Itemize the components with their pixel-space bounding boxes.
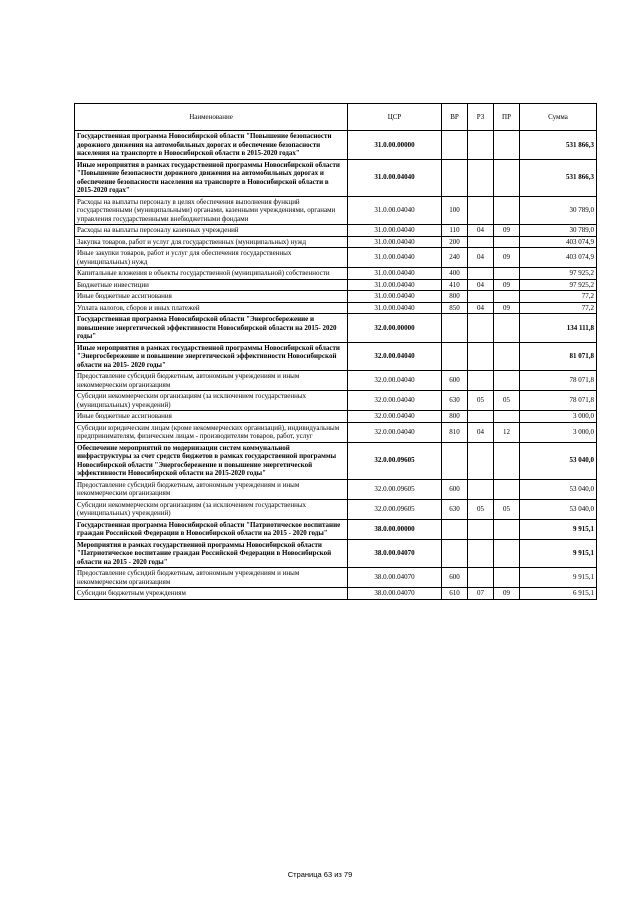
row-rz — [468, 291, 494, 303]
table-row — [75, 159, 597, 196]
row-csr: 31.0.00.04040 — [348, 279, 442, 291]
row-rz — [468, 442, 494, 479]
row-csr: 32.0.00.09605 — [348, 479, 442, 499]
row-csr: 38.0.00.04070 — [348, 539, 442, 568]
table-row — [75, 131, 597, 160]
row-csr: 31.0.00.04040 — [348, 302, 442, 314]
row-rz: 04 — [468, 248, 494, 268]
table-row — [75, 499, 597, 519]
table-row — [75, 442, 597, 479]
table-row — [75, 314, 597, 343]
row-sum: 77,2 — [520, 291, 597, 303]
row-rz: 07 — [468, 588, 494, 600]
row-rz — [468, 539, 494, 568]
row-rz — [468, 131, 494, 160]
row-name: Иные закупки товаров, работ и услуг для обеспечения государственных (муниципальных) нужд — [75, 248, 348, 268]
row-sum: 53 040,0 — [520, 499, 597, 519]
row-rz — [468, 159, 494, 196]
row-sum: 531 866,3 — [520, 131, 597, 160]
table-row — [75, 342, 597, 371]
row-name: Государственная программа Новосибирской области "Повышение безопасности дорожного движения на автомобильных дорогах и обеспечение безопасности населения на транспорте в Новосибирской области в 2015-2020 годах" — [75, 131, 348, 160]
row-sum: 403 074,9 — [520, 248, 597, 268]
row-vr: 200 — [442, 236, 468, 248]
row-vr: 800 — [442, 411, 468, 423]
row-sum: 30 789,0 — [520, 225, 597, 237]
page-number: Страница 63 из 79 — [287, 870, 353, 879]
row-vr — [442, 342, 468, 371]
table-header-row — [75, 104, 597, 131]
row-pr: 12 — [494, 422, 520, 442]
row-csr: 32.0.00.09605 — [348, 499, 442, 519]
table-row — [75, 519, 597, 539]
row-sum: 53 040,0 — [520, 442, 597, 479]
row-rz — [468, 479, 494, 499]
row-name: Субсидии бюджетным учреждениям — [75, 588, 348, 600]
row-rz — [468, 268, 494, 280]
table-row — [75, 268, 597, 280]
row-sum: 97 925,2 — [520, 268, 597, 280]
table-row — [75, 588, 597, 600]
row-vr: 630 — [442, 499, 468, 519]
row-pr — [494, 342, 520, 371]
row-name: Субсидии некоммерческим организациям (за исключением государственных (муниципальных) учреждений) — [75, 391, 348, 411]
row-vr: 600 — [442, 371, 468, 391]
row-sum: 81 071,8 — [520, 342, 597, 371]
row-vr: 600 — [442, 568, 468, 588]
row-pr — [494, 519, 520, 539]
row-vr: 410 — [442, 279, 468, 291]
row-name: Иные мероприятия в рамках государственной программы Новосибирской области "Энергосбережение и повышение энергетической эффективности Новосибирской области на 2015- 2020 годы" — [75, 342, 348, 371]
header-vr: ВР — [442, 104, 468, 131]
row-csr: 31.0.00.04040 — [348, 268, 442, 280]
row-name: Государственная программа Новосибирской области "Патриотическое воспитание граждан Российской Федерации в Новосибирской области на 2015 - 2020 годы" — [75, 519, 348, 539]
row-csr: 38.0.00.04070 — [348, 568, 442, 588]
row-vr: 600 — [442, 479, 468, 499]
row-sum: 3 000,0 — [520, 422, 597, 442]
row-csr: 38.0.00.00000 — [348, 519, 442, 539]
table-row — [75, 422, 597, 442]
row-vr: 630 — [442, 391, 468, 411]
row-rz — [468, 342, 494, 371]
row-sum: 3 000,0 — [520, 411, 597, 423]
row-vr — [442, 314, 468, 343]
row-vr — [442, 131, 468, 160]
row-csr: 31.0.00.04040 — [348, 159, 442, 196]
row-rz — [468, 236, 494, 248]
row-name: Капитальные вложения в объекты государственной (муниципальной) собственности — [75, 268, 348, 280]
table-row — [75, 391, 597, 411]
row-name: Уплата налогов, сборов и иных платежей — [75, 302, 348, 314]
row-name: Закупка товаров, работ и услуг для государственных (муниципальных) нужд — [75, 236, 348, 248]
table-row — [75, 236, 597, 248]
row-rz: 04 — [468, 422, 494, 442]
table-row — [75, 411, 597, 423]
row-name: Мероприятия в рамках государственной программы Новосибирской области "Патриотическое воспитание граждан Российской Федерации в Новосибирской области на 2015 - 2020 годы" — [75, 539, 348, 568]
row-sum: 6 915,1 — [520, 588, 597, 600]
row-rz: 04 — [468, 279, 494, 291]
row-pr — [494, 539, 520, 568]
row-rz — [468, 196, 494, 225]
row-pr — [494, 159, 520, 196]
row-csr: 32.0.00.09605 — [348, 442, 442, 479]
row-rz: 05 — [468, 391, 494, 411]
row-sum: 53 040,0 — [520, 479, 597, 499]
row-vr: 240 — [442, 248, 468, 268]
row-csr: 31.0.00.04040 — [348, 291, 442, 303]
header-rz: РЗ — [468, 104, 494, 131]
row-csr: 31.0.00.04040 — [348, 236, 442, 248]
row-pr — [494, 442, 520, 479]
table-row — [75, 302, 597, 314]
row-name: Расходы на выплаты персоналу казенных учреждений — [75, 225, 348, 237]
row-name: Иные бюджетные ассигнования — [75, 411, 348, 423]
row-rz — [468, 371, 494, 391]
row-sum: 403 074,9 — [520, 236, 597, 248]
row-csr: 32.0.00.00000 — [348, 314, 442, 343]
row-csr: 32.0.00.04040 — [348, 342, 442, 371]
row-pr — [494, 131, 520, 160]
row-pr — [494, 291, 520, 303]
row-rz — [468, 314, 494, 343]
row-pr — [494, 314, 520, 343]
header-name: Наименование — [75, 104, 348, 131]
row-csr: 38.0.00.04070 — [348, 588, 442, 600]
table-row — [75, 371, 597, 391]
row-sum: 531 866,3 — [520, 159, 597, 196]
row-sum: 78 071,8 — [520, 391, 597, 411]
table-row — [75, 248, 597, 268]
row-sum: 9 915,1 — [520, 519, 597, 539]
row-vr: 850 — [442, 302, 468, 314]
row-csr: 32.0.00.04040 — [348, 391, 442, 411]
header-csr: ЦСР — [348, 104, 442, 131]
row-rz: 04 — [468, 302, 494, 314]
row-rz — [468, 519, 494, 539]
row-sum: 78 071,8 — [520, 371, 597, 391]
row-csr: 31.0.00.04040 — [348, 248, 442, 268]
row-name: Иные мероприятия в рамках государственной программы Новосибирской области "Повышение безопасности дорожного движения на автомобильных дорогах и обеспечение безопасности населения на транспорте в Новосибирской области в 2015-2020 годах" — [75, 159, 348, 196]
row-vr: 610 — [442, 588, 468, 600]
row-rz: 04 — [468, 225, 494, 237]
header-sum: Сумма — [520, 104, 597, 131]
row-name: Субсидии некоммерческим организациям (за исключением государственных (муниципальных) учреждений) — [75, 499, 348, 519]
row-pr — [494, 479, 520, 499]
row-csr: 31.0.00.04040 — [348, 225, 442, 237]
row-sum: 9 915,1 — [520, 539, 597, 568]
row-rz: 05 — [468, 499, 494, 519]
row-pr: 09 — [494, 248, 520, 268]
row-rz — [468, 568, 494, 588]
row-sum: 97 925,2 — [520, 279, 597, 291]
row-vr: 800 — [442, 291, 468, 303]
row-name: Предоставление субсидий бюджетным, автономным учреждениям и иным некоммерческим организациям — [75, 371, 348, 391]
row-pr: 09 — [494, 279, 520, 291]
row-vr — [442, 442, 468, 479]
table-row — [75, 539, 597, 568]
row-pr: 09 — [494, 225, 520, 237]
row-pr: 05 — [494, 499, 520, 519]
table-row — [75, 279, 597, 291]
row-vr: 400 — [442, 268, 468, 280]
row-pr — [494, 196, 520, 225]
row-vr — [442, 539, 468, 568]
header-pr: ПР — [494, 104, 520, 131]
row-csr: 32.0.00.04040 — [348, 371, 442, 391]
table-row — [75, 196, 597, 225]
row-sum: 30 789,0 — [520, 196, 597, 225]
row-pr: 05 — [494, 391, 520, 411]
row-sum: 77,2 — [520, 302, 597, 314]
row-name: Обеспечение мероприятий по модернизации систем коммунальной инфраструктуры за счет средств бюджетов в рамках государственной программы Новосибирской области "Энергосбережение и повышение энергетической эффективности Новосибирской области на 2015-2020 годы" — [75, 442, 348, 479]
row-name: Субсидии юридическим лицам (кроме некоммерческих организаций), индивидуальным предпринимателям, физическим лицам - производителям товаров, работ, услуг — [75, 422, 348, 442]
row-name: Предоставление субсидий бюджетным, автономным учреждениям и иным некоммерческим организациям — [75, 568, 348, 588]
row-vr — [442, 159, 468, 196]
row-pr — [494, 371, 520, 391]
row-name: Расходы на выплаты персоналу в целях обеспечения выполнения функций государственными (муниципальными) органами, казенными учреждениями, органами управления государственными внебюджетными фондами — [75, 196, 348, 225]
table-row — [75, 568, 597, 588]
row-vr — [442, 519, 468, 539]
row-pr — [494, 411, 520, 423]
row-pr — [494, 236, 520, 248]
row-pr — [494, 268, 520, 280]
table-row — [75, 291, 597, 303]
row-pr: 09 — [494, 302, 520, 314]
row-name: Иные бюджетные ассигнования — [75, 291, 348, 303]
row-rz — [468, 411, 494, 423]
row-name: Бюджетные инвестиции — [75, 279, 348, 291]
table-row — [75, 479, 597, 499]
row-name: Предоставление субсидий бюджетным, автономным учреждениям и иным некоммерческим организациям — [75, 479, 348, 499]
row-sum: 134 111,8 — [520, 314, 597, 343]
budget-table — [74, 103, 597, 600]
row-pr: 09 — [494, 588, 520, 600]
row-csr: 32.0.00.04040 — [348, 411, 442, 423]
row-csr: 31.0.00.00000 — [348, 131, 442, 160]
row-name: Государственная программа Новосибирской области "Энергосбережение и повышение энергетической эффективности Новосибирской области на 2015- 2020 годы" — [75, 314, 348, 343]
row-csr: 32.0.00.04040 — [348, 422, 442, 442]
row-pr — [494, 568, 520, 588]
row-csr: 31.0.00.04040 — [348, 196, 442, 225]
row-vr: 100 — [442, 196, 468, 225]
row-vr: 110 — [442, 225, 468, 237]
table-row — [75, 225, 597, 237]
row-vr: 810 — [442, 422, 468, 442]
row-sum: 9 915,1 — [520, 568, 597, 588]
